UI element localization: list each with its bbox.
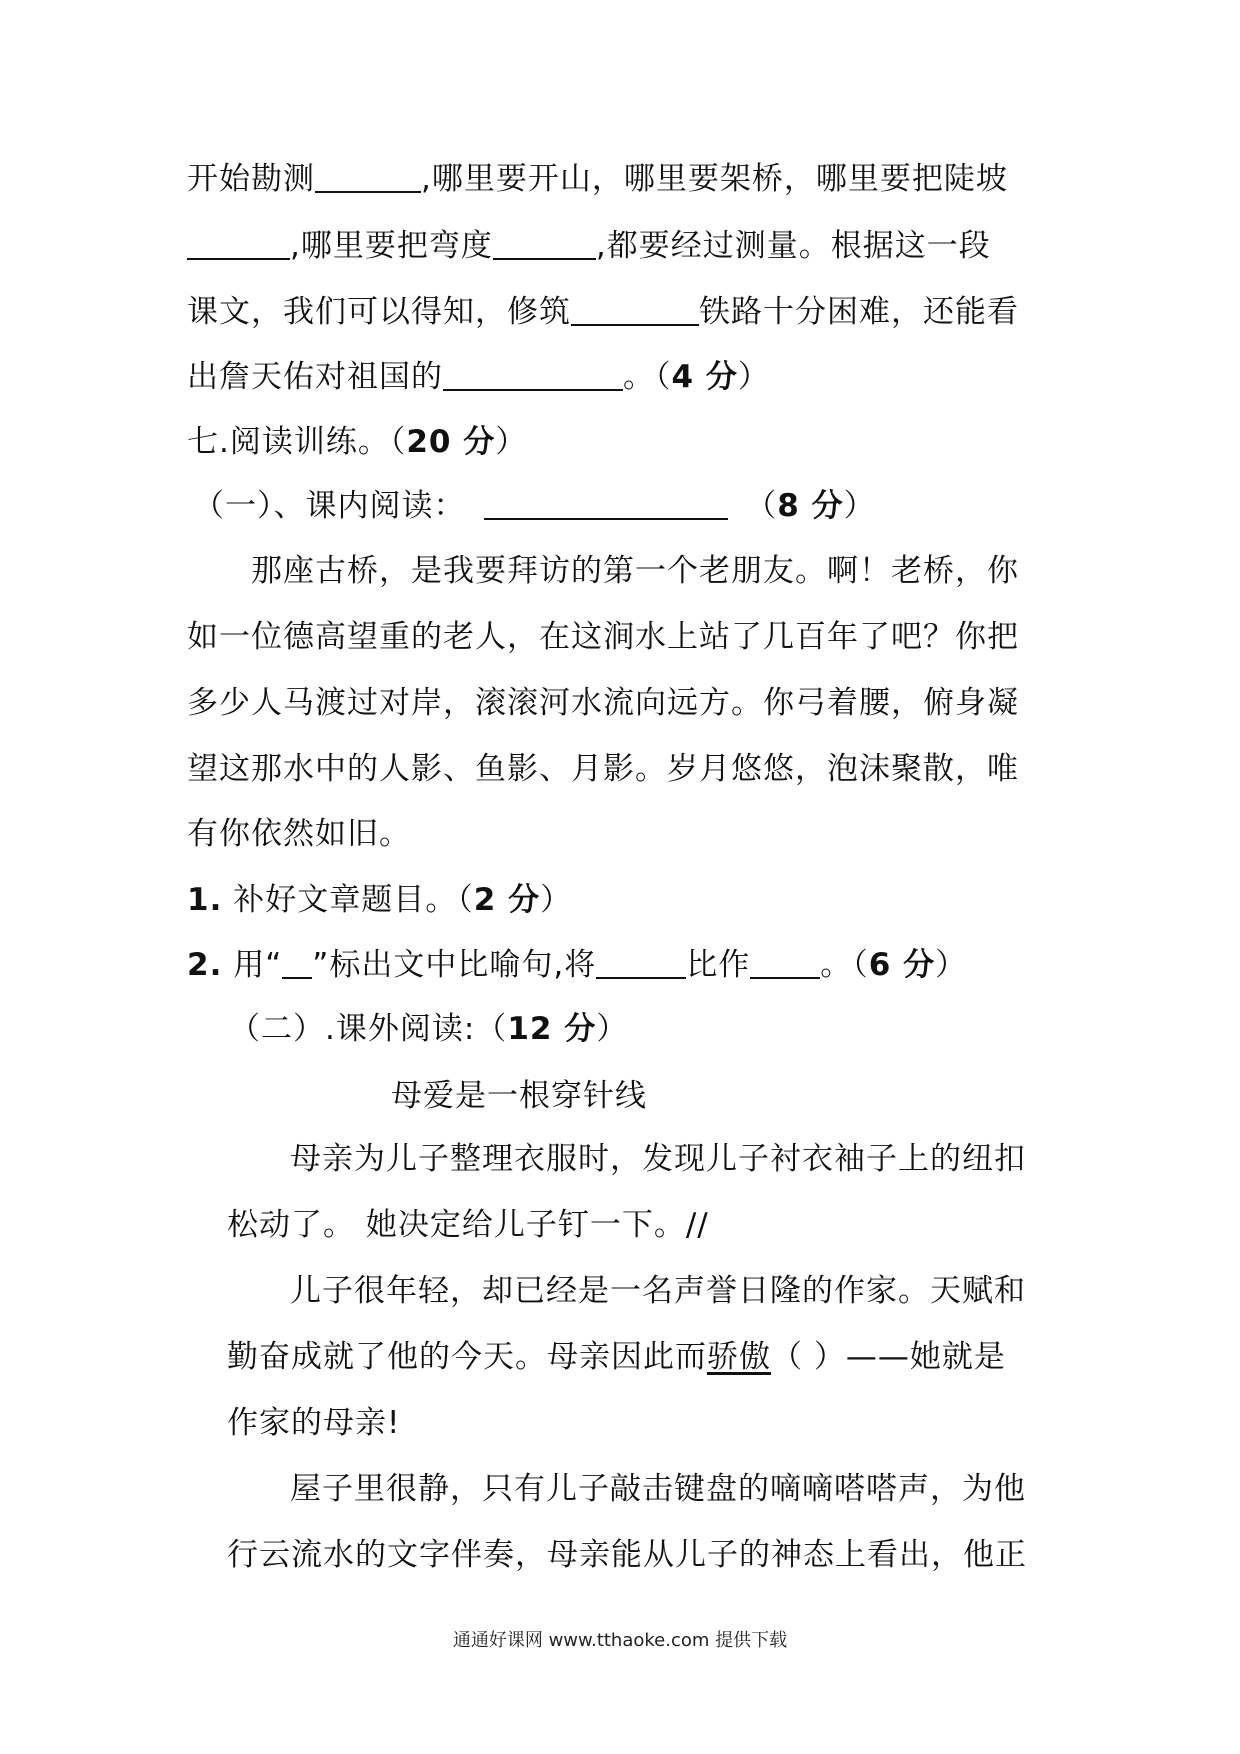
score: 4 分	[671, 359, 738, 395]
label-text: （二）.课外阅读:（	[229, 1011, 508, 1047]
text: 铁路十分困难，还能看	[699, 294, 1019, 330]
reading-1-paragraph-line: 多少人马渡过对岸，滚滚河水流向远方。你弓着腰，俯身凝	[187, 685, 1019, 721]
label-text: （一）、课内阅读：	[193, 488, 466, 524]
text: ）	[737, 359, 770, 395]
answer-blank	[493, 228, 596, 260]
score: 6 分	[868, 947, 936, 983]
label-text: ）	[596, 1011, 629, 1047]
reading-1-paragraph-line: 有你依然如旧。	[187, 816, 411, 852]
text: 。（	[623, 359, 672, 395]
heading-text: 七.阅读训练。（	[187, 424, 407, 460]
reading-2-paragraph-line: 母亲为儿子整理衣服时，发现儿子衬衣袖子上的纽扣	[290, 1141, 1026, 1177]
question-text: ）	[935, 947, 968, 983]
fill-in-line-3	[187, 292, 1019, 332]
text: ,都要经过测量。根据这一段	[595, 228, 991, 264]
score: 8 分	[777, 488, 844, 524]
page-footer: 通通好课网 www.tthaoke.com 提供下载	[452, 1630, 788, 1651]
reading-2-paragraph-line: 作家的母亲!	[227, 1405, 401, 1441]
question-text: ”标出文中比喻句,将	[312, 947, 597, 983]
text: （ ）——她就是	[771, 1339, 1006, 1375]
question-text: 用“	[222, 947, 283, 983]
score: 12 分	[507, 1011, 597, 1047]
text: （	[745, 488, 778, 524]
text: ,哪里要开山，哪里要架桥，哪里要把陡坡	[421, 161, 1008, 197]
answer-blank	[187, 228, 290, 260]
fill-in-line-1	[187, 159, 1008, 199]
question-number: 2.	[187, 947, 223, 983]
text: ,哪里要把弯度	[290, 228, 493, 264]
question-text: ）	[540, 882, 573, 918]
answer-blank	[750, 947, 820, 979]
text: 出詹天佑对祖国的	[187, 359, 443, 395]
question-number: 1.	[187, 882, 223, 918]
text: 开始勘测	[187, 161, 315, 197]
reading-1-paragraph-line: 如一位德高望重的老人，在这涧水上站了几百年了吧？你把	[187, 619, 1019, 655]
score: 20 分	[406, 424, 496, 460]
reading-2-label	[229, 1009, 628, 1049]
heading-text: ）	[495, 424, 528, 460]
question-text: 比作	[686, 947, 751, 983]
question-text: 。（	[820, 947, 869, 983]
reading-2-paragraph-line: 儿子很年轻，却已经是一名声誉日隆的作家。天赋和	[290, 1273, 1026, 1309]
text: 勤奋成就了他的今天。母亲因此而	[227, 1339, 707, 1375]
answer-blank	[571, 294, 699, 326]
reading-2-paragraph-line: 行云流水的文字伴奏，母亲能从儿子的神态上看出，他正	[227, 1537, 1027, 1573]
question-2	[187, 945, 967, 985]
title-blank	[484, 488, 728, 520]
text: 课文，我们可以得知，修筑	[187, 294, 571, 330]
text: ）	[843, 488, 876, 524]
fill-in-line-2	[187, 226, 991, 266]
question-1	[187, 880, 572, 920]
underline-sample	[282, 947, 312, 979]
answer-blank	[596, 947, 686, 979]
reading-1-paragraph-line: 那座古桥，是我要拜访的第一个老朋友。啊！老桥，你	[251, 553, 1019, 589]
score: 2 分	[473, 882, 541, 918]
reading-2-paragraph-line	[227, 1337, 1006, 1377]
question-text: 补好文章题目。（	[222, 882, 474, 918]
reading-2-paragraph-line: 屋子里很静，只有儿子敲击键盘的嘀嘀嗒嗒声，为他	[290, 1471, 1026, 1507]
answer-blank	[443, 359, 623, 391]
section-heading	[187, 422, 527, 462]
reading-1-label	[193, 486, 876, 526]
reading-2-paragraph-line: 松动了。 她决定给儿子钉一下。//	[227, 1207, 709, 1243]
answer-blank	[315, 161, 421, 193]
underlined-word: 骄傲	[707, 1339, 771, 1375]
article-title: 母爱是一根穿针线	[391, 1078, 647, 1114]
reading-1-paragraph-line: 望这那水中的人影、鱼影、月影。岁月悠悠，泡沫聚散，唯	[187, 751, 1019, 787]
fill-in-line-4	[187, 357, 770, 397]
